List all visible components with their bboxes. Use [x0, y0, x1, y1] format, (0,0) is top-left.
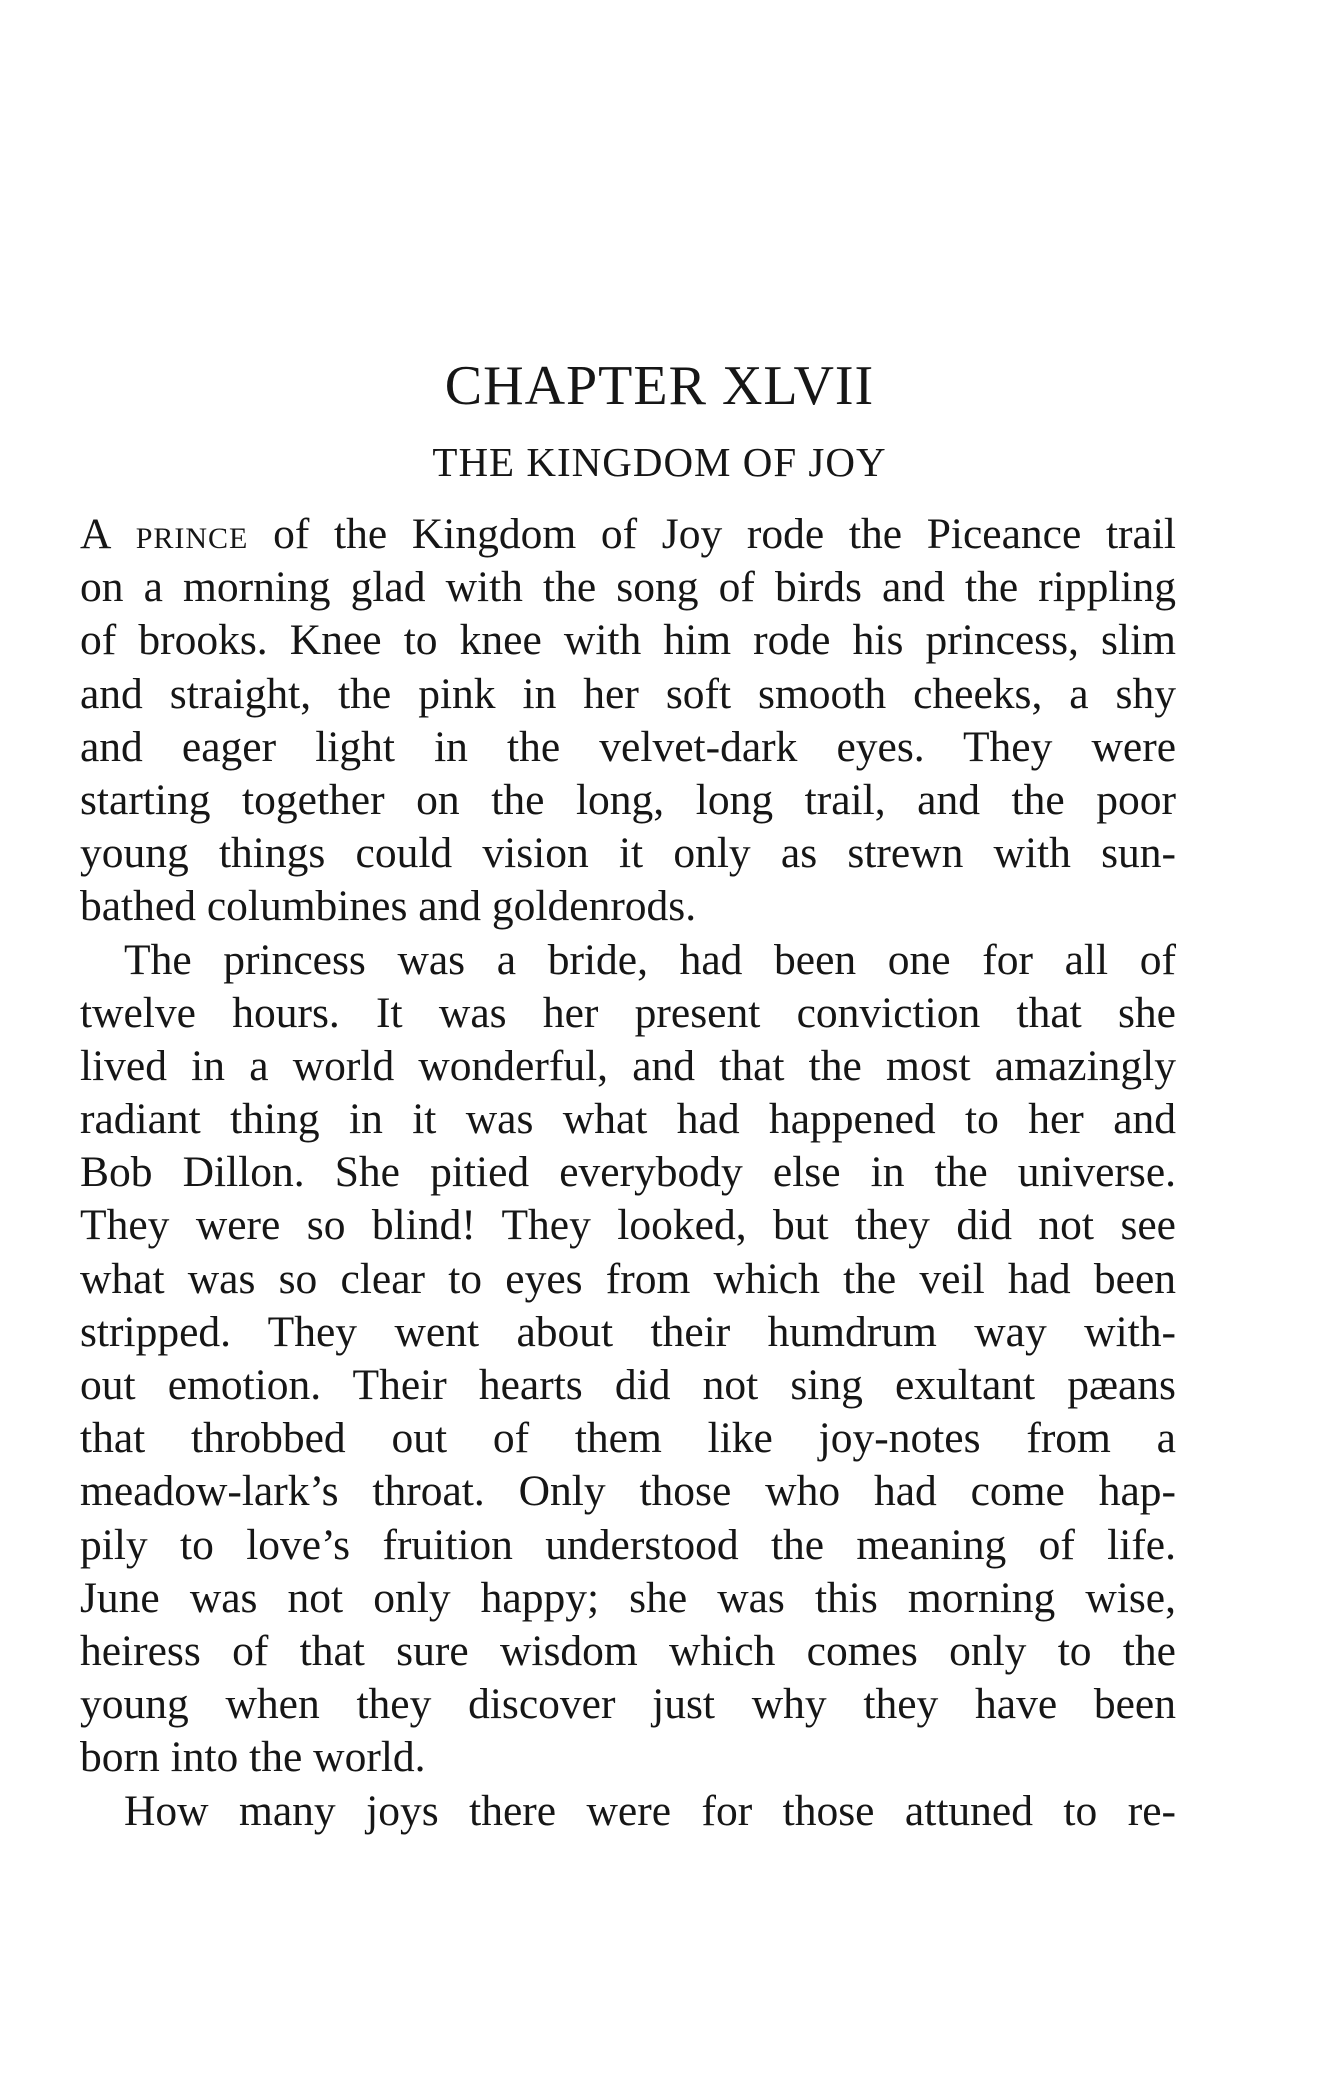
text-line: pily to love’s fruition understood the meaning of life.: [80, 1520, 1176, 1569]
text-line: twelve hours. It was her present conviction that she: [80, 988, 1176, 1037]
text-line: born into the world.: [80, 1733, 426, 1782]
text-line: heiress of that sure wisdom which comes only to the: [80, 1626, 1176, 1675]
text-line: lived in a world wonderful, and that the most amazingly: [80, 1041, 1176, 1090]
text-line: They were so blind! They looked, but they did not see: [80, 1201, 1176, 1250]
text-line: that throbbed out of them like joy-notes from a: [80, 1414, 1176, 1463]
text-line: and eager light in the velvet-dark eyes. They were: [80, 722, 1176, 771]
text-line-content: of the Kingdom of Joy rode the Piceance trail: [248, 510, 1176, 558]
text-line: of brooks. Knee to knee with him rode his princess, slim: [80, 616, 1176, 665]
drop-lead: A prince: [80, 510, 249, 558]
text-line: what was so clear to eyes from which the veil had been: [80, 1254, 1176, 1303]
chapter-title: THE KINGDOM OF JOY: [432, 439, 887, 485]
text-line: on a morning glad with the song of birds and the rippling: [80, 563, 1176, 612]
text-line: young things could vision it only as strewn with sun-: [80, 829, 1176, 878]
text-line: June was not only happy; she was this morning wise,: [80, 1573, 1176, 1622]
text-line: radiant thing in it was what had happened to her and: [80, 1095, 1176, 1144]
text-line: bathed columbines and goldenrods.: [80, 882, 697, 931]
text-line: starting together on the long, long trail, and the poor: [80, 775, 1176, 824]
text-line: How many joys there were for those attuned to re-: [124, 1786, 1176, 1835]
chapter-number: CHAPTER XLVII: [444, 355, 875, 417]
body-text: [80, 508, 1176, 1838]
text-line: meadow-lark’s throat. Only those who had come hap-: [80, 1467, 1176, 1516]
text-line: stripped. They went about their humdrum way with-: [80, 1307, 1176, 1356]
text-line: and straight, the pink in her soft smooth cheeks, a shy: [80, 669, 1176, 718]
text-line: Bob Dillon. She pitied everybody else in the universe.: [80, 1148, 1176, 1197]
text-line: young when they discover just why they have been: [80, 1680, 1176, 1729]
text-line: out emotion. Their hearts did not sing exultant pæans: [80, 1361, 1176, 1409]
text-line: The princess was a bride, had been one for all of: [124, 935, 1176, 984]
text-line: [80, 508, 1176, 561]
